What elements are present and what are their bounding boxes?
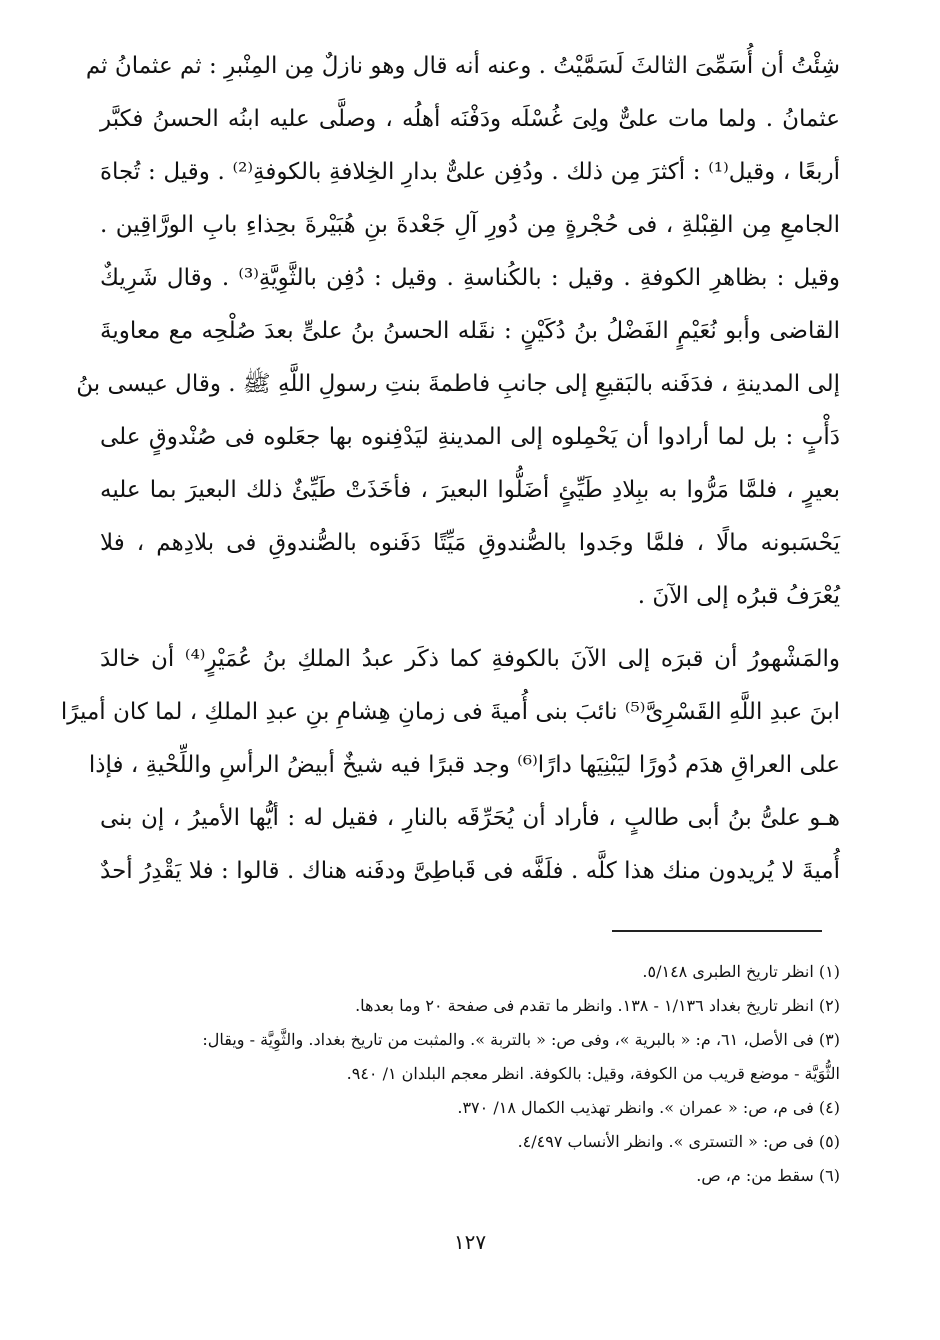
text-line: على العراقِ هدَم دُورًا ليَبْنِيَها دارًا⁽⁶⁾ وجد قبرًا فيه شيخٌ أبيضُ الرأسِ واللِّحْيةِ ، فإذا xyxy=(88,752,840,778)
main-text xyxy=(60,40,841,898)
text-line: عثمانُ . ولما مات علىٌّ ولِىَ غُسْلَه ودَفْنَه أهلُه ، وصلَّى عليه ابنُه الحسنُ فكبَّر xyxy=(100,106,840,132)
footnote: (٣) فى الأصل، ٦١، م: « بالبرية »، وفى ص: « بالتربة ». والمثبت من تاريخ بغداد. والثَّوِيَّة - ويقال: xyxy=(202,1030,840,1049)
text-line: دَأْبٍ : بل لما أرادوا أن يَحْمِلوه إلى المدينةِ ليَدْفِنوه بها جعَلوه فى صُنْدوقٍ على xyxy=(100,424,840,450)
text-line: أربعًا ، وقيل⁽¹⁾ : أكثرَ مِن ذلك . ودُفِن علىٌّ بدارِ الخِلافةِ بالكوفةِ⁽²⁾ . وقيل : تُجاهَ xyxy=(100,159,840,185)
text-line: بعيرٍ ، فلمَّا مَرُّوا به ببِلادِ طَيِّئٍ أضَلُّوا البعيرَ ، فأخَذَتْ طَيِّئٌ ذلك البعيرَ بما عليه xyxy=(100,477,840,503)
paragraph-2 xyxy=(60,633,841,898)
text-line: ابنَ عبدِ اللَّهِ القَسْرِىَّ⁽⁵⁾ نائبَ بنى أُميةَ فى زمانِ هِشامِ بنِ عبدِ الملكِ ، لما كان أميرًا xyxy=(60,699,840,725)
text-line: هـو علىُّ بنُ أبى طالبٍ ، فأراد أن يُحَرِّقَه بالنارِ ، فقيل له : أيُّها الأميرُ ، إن بنى xyxy=(100,805,840,831)
text-line: وقيل : بظاهرِ الكوفةِ . وقيل : بالكُناسةِ . وقيل : دُفِن بالثَّوِيَّةِ⁽³⁾ . وقال شَرِيكٌ xyxy=(100,265,841,291)
text-line: يُعْرَفُ قبرُه إلى الآنَ . xyxy=(637,583,840,609)
text-line: أُميةَ لا يُريدون منك هذا كلَّه . فلَفَّه فى قَباطِىَّ ودفَنه هناك . قالوا : فلا يَقْدِرُ أحدٌ xyxy=(100,858,840,884)
footnote: (٤) فى م، ص: « عمران ». وانظر تهذيب الكمال ١٨/ ٣٧٠. xyxy=(457,1098,840,1117)
footnote: (٥) فى ص: « التسترى ». وانظر الأنساب ٤/٤٩٧. xyxy=(517,1132,840,1151)
footnote-continuation: الثُّوَيَّة - موضع قريب من الكوفة، وقيل: بالكوفة. انظر معجم البلدان ١/ ٩٤٠. xyxy=(346,1064,840,1083)
footnote: (٦) سقط من: م، ص. xyxy=(696,1166,840,1185)
footnotes xyxy=(100,955,840,1193)
text-line: يَحْسَبونه مالًا ، فلمَّا وجَدوا بالصُّندوقِ مَيِّتًا دَفَنوه بالصُّندوقِ فى بلادِهم ، فلا xyxy=(100,530,840,556)
paragraph-1 xyxy=(76,40,841,623)
text-line: والمَشْهورُ أن قبرَه إلى الآنَ بالكوفةِ كما ذكَر عبدُ الملكِ بنُ عُمَيْرٍ⁽⁴⁾ أن خالدَ xyxy=(100,646,841,672)
footnote-separator xyxy=(612,930,822,932)
footnote: (٢) انظر تاريخ بغداد ١/١٣٦ - ١٣٨. وانظر ما تقدم فى صفحة ٢٠ وما بعدها. xyxy=(355,996,840,1015)
page-number: ١٢٧ xyxy=(453,1230,487,1254)
text-line: إلى المدينةِ ، فدَفَنه بالبَقيعِ إلى جانبِ فاطمةَ بنتِ رسولِ اللَّهِ ﷺ . وقال عيسى بنُ xyxy=(76,371,840,397)
text-line: شِئْتُ أن أُسَمِّىَ الثالثَ لَسَمَّيْتُ . وعنه أنه قال وهو نازلٌ مِن المِنْبرِ : ثم عثمانُ ثم xyxy=(85,53,840,79)
text-line: الجامعِ مِن القِبْلةِ ، فى حُجْرةٍ مِن دُورِ آلِ جَعْدةَ بنِ هُبَيْرةَ بحِذاءِ بابِ الورَّاقِين . xyxy=(100,212,840,238)
footnote: (١) انظر تاريخ الطبرى ٥/١٤٨. xyxy=(642,962,840,981)
text-line: القاضى وأبو نُعَيْمٍ الفَضْلُ بنُ دُكَيْنٍ : نقَله الحسنُ بنُ علىٍّ بعدَ صُلْحِه مع معاويةَ xyxy=(100,318,840,344)
